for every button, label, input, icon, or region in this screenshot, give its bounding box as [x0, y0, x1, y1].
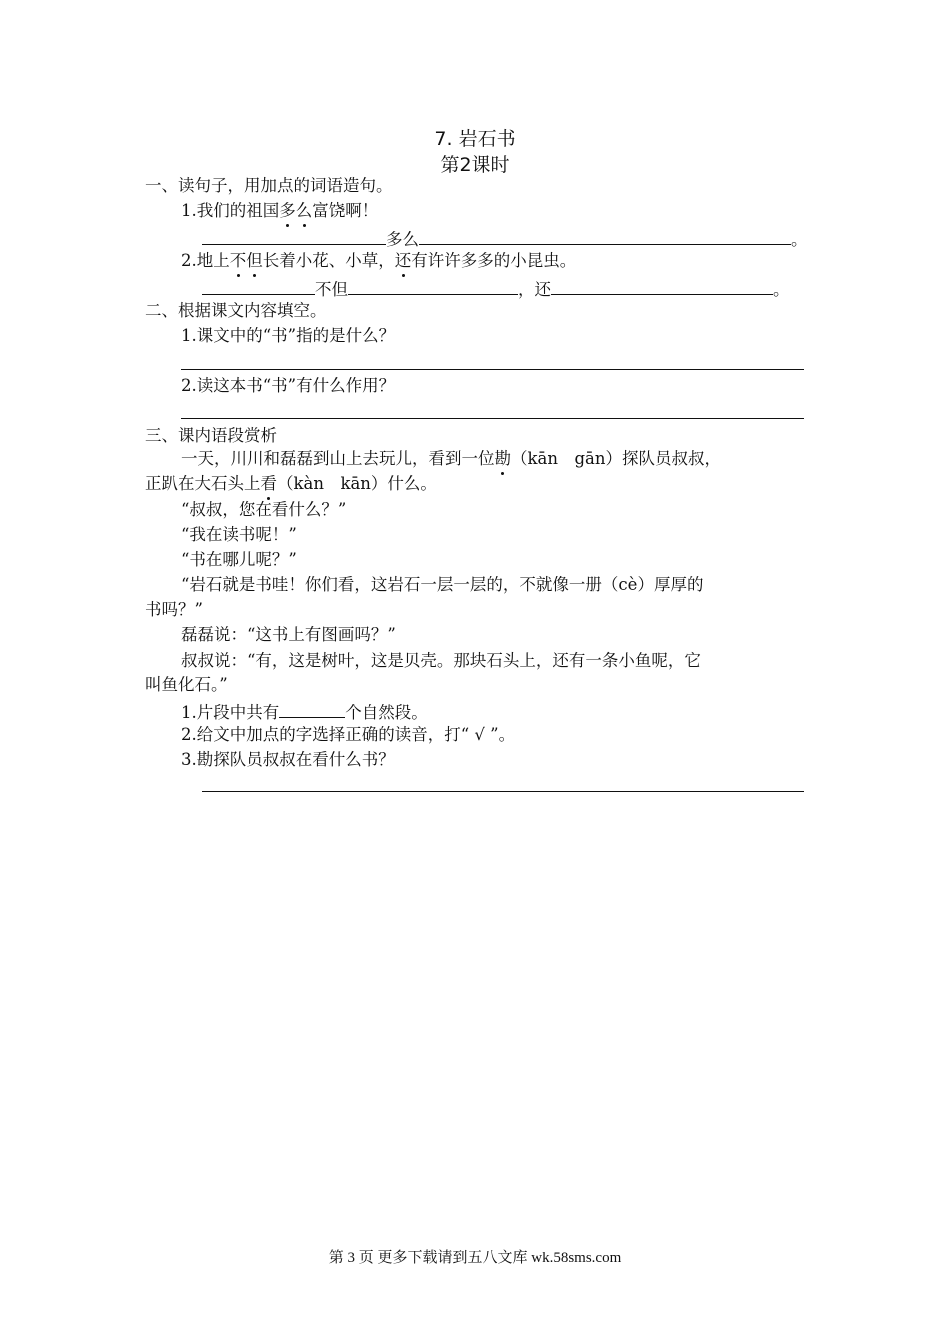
- passage-line: 正趴在大石头上看（kàn kān）什么。: [145, 474, 437, 493]
- section2-question1: 1.课文中的“书”指的是什么？: [181, 326, 396, 345]
- dotted-char: 多: [279, 201, 296, 220]
- answer-blank[interactable]: [202, 226, 386, 245]
- section1-answer2: 不但 ，还 。: [202, 276, 790, 301]
- answer-line[interactable]: [181, 418, 804, 419]
- passage-line: 叫鱼化石。”: [145, 675, 228, 694]
- dotted-char: 么: [295, 201, 313, 220]
- answer-line[interactable]: [202, 791, 804, 792]
- answer-blank[interactable]: [279, 699, 345, 718]
- passage-line: 磊磊说：“这书上有图画吗？”: [181, 625, 396, 644]
- passage-line: “我在读书呢！”: [181, 525, 297, 544]
- passage-line: 一天，川川和磊磊到山上去玩儿，看到一位勘（kān gān）探队员叔叔，: [181, 449, 721, 468]
- section1-question2: 2.地上不但长着小花、小草，还有许许多多的小昆虫。: [181, 251, 577, 270]
- dotted-char: 但: [246, 251, 263, 270]
- section3-question1: 1.片段中共有 个自然段。: [181, 699, 428, 724]
- dotted-char: 还: [394, 251, 412, 270]
- dotted-char: 勘: [494, 449, 511, 468]
- dotted-char: 不: [229, 251, 247, 270]
- section1-heading: 一、读句子，用加点的词语造句。: [145, 176, 393, 195]
- section1-answer1: 多么 。: [202, 226, 808, 251]
- section2-heading: 二、根据课文内容填空。: [145, 301, 327, 320]
- section1-question1: 1.我们的祖国多么富饶啊！: [181, 201, 379, 220]
- passage-line: “叔叔，您在看什么？”: [181, 500, 347, 519]
- lesson-subtitle: 第2课时: [440, 154, 510, 176]
- page-footer: 第 3 页 更多下载请到五八文库 wk.58sms.com: [328, 1250, 622, 1266]
- lesson-title: 7. 岩石书: [434, 128, 516, 150]
- answer-blank[interactable]: [348, 276, 518, 295]
- answer-line[interactable]: [181, 369, 804, 370]
- section2-question2: 2.读这本书“书”有什么作用？: [181, 376, 396, 395]
- passage-line: 叔叔说：“有，这是树叶，这是贝壳。那块石头上，还有一条小鱼呢，它: [181, 651, 701, 670]
- section3-question3: 3.勘探队员叔叔在看什么书？: [181, 750, 395, 769]
- section3-heading: 三、课内语段赏析: [145, 426, 277, 445]
- passage-line: “书在哪儿呢？”: [181, 550, 297, 569]
- passage-line: “岩石就是书哇！你们看，这岩石一层一层的，不就像一册（cè）厚厚的: [181, 575, 704, 594]
- answer-blank[interactable]: [419, 226, 791, 245]
- answer-blank[interactable]: [551, 276, 773, 295]
- dotted-char: 看: [260, 474, 277, 493]
- answer-blank[interactable]: [202, 276, 315, 295]
- section3-question2: 2.给文中加点的字选择正确的读音，打“ √ ”。: [181, 725, 516, 744]
- passage-line: 书吗？”: [145, 600, 203, 619]
